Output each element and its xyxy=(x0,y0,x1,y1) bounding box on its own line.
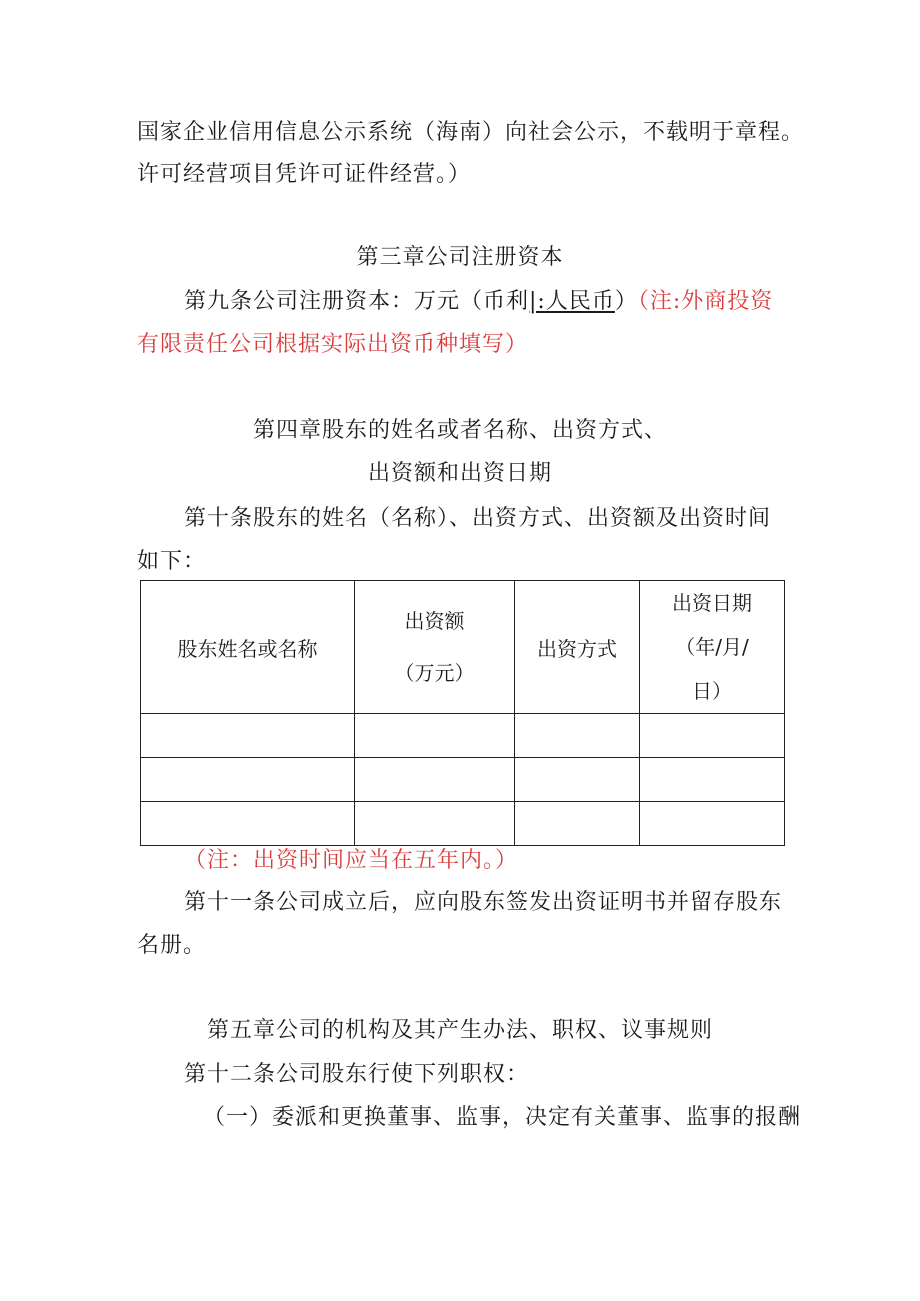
shareholder-table xyxy=(140,580,785,846)
article9-text: 第九条公司注册资本：万元（币利 xyxy=(184,289,530,314)
article12-item1: （一）委派和更换董事、监事，决定有关董事、监事的报酬 xyxy=(203,1105,802,1130)
header-date-format: （年/月/ xyxy=(675,635,749,659)
currency-value: |:人民币 xyxy=(529,289,615,314)
header-amount-label: 出资额 xyxy=(404,609,465,633)
article9-line1 xyxy=(184,287,773,317)
table-cell[interactable] xyxy=(141,714,355,758)
table-cell[interactable] xyxy=(141,802,355,846)
article9-note: （注:外商投资 xyxy=(637,289,774,314)
article9-close: ） xyxy=(614,289,638,314)
table-cell[interactable] xyxy=(640,714,785,758)
header-date-format-end: 日） xyxy=(692,679,732,703)
chapter5-title: 第五章公司的机构及其产生办法、职权、议事规则 xyxy=(206,1018,713,1043)
table-cell[interactable] xyxy=(515,802,640,846)
article11-line1: 第十一条公司成立后，应向股东签发出资证明书并留存股东 xyxy=(184,890,783,915)
article10-line1: 第十条股东的姓名（名称）、出资方式、出资额及出资时间 xyxy=(184,506,772,531)
table-cell[interactable] xyxy=(141,758,355,802)
paragraph-line: 许可经营项目凭许可证件经营。） xyxy=(137,162,472,187)
article10-line2: 如下： xyxy=(137,549,207,574)
table-cell[interactable] xyxy=(355,802,515,846)
table-cell[interactable] xyxy=(515,758,640,802)
table-cell[interactable] xyxy=(640,758,785,802)
table-cell[interactable] xyxy=(355,758,515,802)
table-header-row xyxy=(141,581,785,714)
table-cell[interactable] xyxy=(640,802,785,846)
chapter4-title-line1: 第四章股东的姓名或者名称、出资方式、 xyxy=(252,418,667,443)
chapter4-title-line2: 出资额和出资日期 xyxy=(367,461,552,486)
table-cell[interactable] xyxy=(355,714,515,758)
article11-line2: 名册。 xyxy=(137,933,207,958)
header-amount xyxy=(355,581,515,714)
table-row xyxy=(141,758,785,802)
paragraph-line: 国家企业信用信息公示系统（海南）向社会公示，不载明于章程。 xyxy=(137,120,805,145)
article12-line: 第十二条公司股东行使下列职权： xyxy=(184,1062,530,1087)
header-method: 出资方式 xyxy=(515,581,640,714)
header-amount-unit: （万元） xyxy=(394,661,475,685)
chapter3-title: 第三章公司注册资本 xyxy=(356,245,564,270)
article9-note-line2: 有限责任公司根据实际出资币种填写） xyxy=(137,332,529,357)
header-name: 股东姓名或名称 xyxy=(141,581,355,714)
table-row xyxy=(141,802,785,846)
table-note: （注：出资时间应当在五年内。） xyxy=(184,848,519,873)
header-date-label: 出资日期 xyxy=(672,591,752,615)
table-row xyxy=(141,714,785,758)
table-cell[interactable] xyxy=(515,714,640,758)
header-date xyxy=(640,581,785,714)
